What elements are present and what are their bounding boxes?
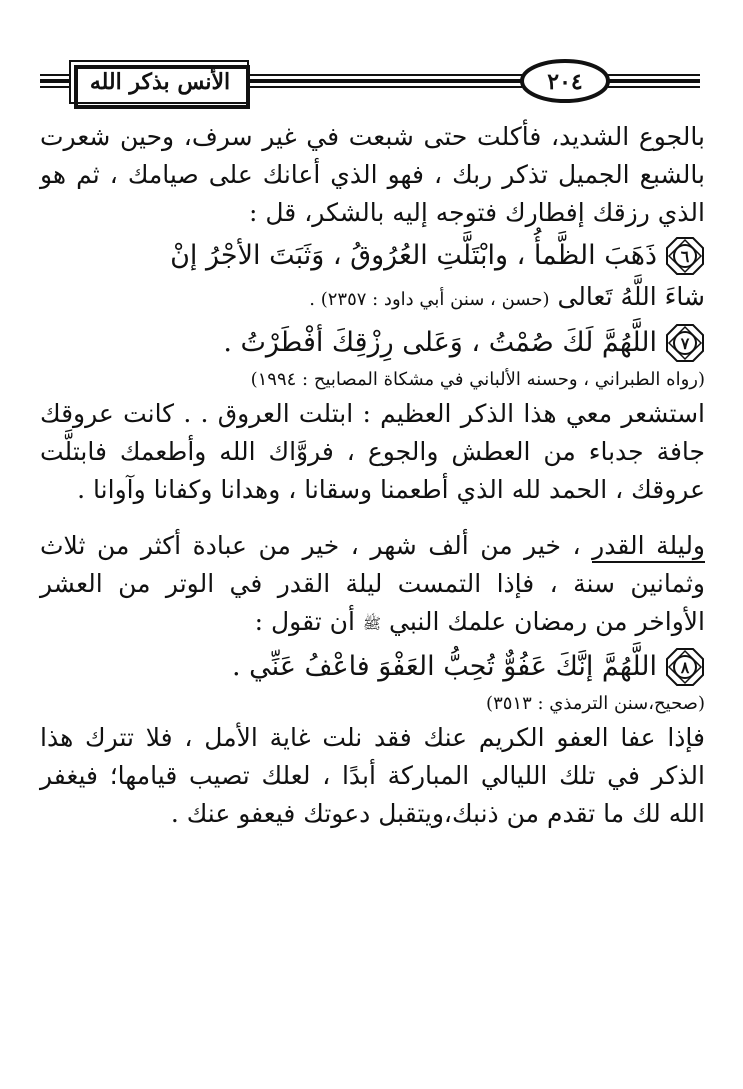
dua-8-number: ٨ [680, 657, 690, 677]
dua-7-number: ٧ [680, 334, 690, 353]
dua-6-reference: (حسن ، سنن أبي داود : ٢٣٥٧) . [309, 289, 550, 310]
dua-6-text: ذَهَبَ الظَّمأُ ، وابْتَلَّتِ العُرُوقُ ، وَثَبَتَ الأجْرُ إنْ [170, 240, 657, 271]
dua-8-reference: (صحيح،سنن الترمذي : ٣٥١٣) [486, 692, 705, 714]
paragraph-2: استشعر معي هذا الذكر العظيم : ابتلت العروق . . كانت عروقك جافة جدباء من العطش والجوع ، فروَّاك الله وأطعمك فابتلَّت عروقك ، الحمد لله الذي أطعمنا وسقانا ، وهدانا وكفانا وآوانا . [40, 399, 705, 504]
page-header [0, 55, 743, 115]
dua-7-text: اللَّهُمَّ لَكَ صُمْتُ ، وَعَلى رِزْقِكَ أفْطَرْتُ . [223, 327, 657, 358]
octagon-number-badge [665, 647, 705, 687]
dua-7 [40, 323, 705, 363]
dua-6-continuation [40, 278, 705, 319]
dua-6 [40, 236, 705, 276]
paragraph-4: فإذا عفا العفو الكريم عنك فقد نلت غاية الأمل ، فلا تترك هذا الذكر في تلك الليالي المباركة أبدًا ، لعلك تصيب قيامها؛ فيغفر الله لك ما تقدم من ذنبك،ويتقبل دعوتك فيعفو عنك . [40, 722, 705, 828]
dua-6-number: ٦ [680, 247, 690, 266]
paragraph-1: بالجوع الشديد، فأكلت حتى شبعت في غير سرف، وحين شعرت بالشبع الجميل تذكر ربك ، فهو الذي أعانك على صيامك ، ثم هو الذي رزقك إفطارك فتوجه إليه بالشكر، قل : [40, 122, 705, 227]
dua-8 [40, 647, 705, 687]
octagon-number-badge [665, 236, 705, 276]
salawat-glyph: ﷺ [362, 614, 382, 633]
page-number: ٢٠٤ [547, 69, 583, 95]
paragraph-3-text: ، خير من ألف شهر ، خير من عبادة أكثر من ثلاث وثمانين سنة ، فإذا التمست ليلة القدر في الوتر من العشر الأواخر من رمضان علمك النبي [40, 531, 705, 636]
page-body [40, 118, 705, 833]
paragraph-3 [40, 527, 705, 643]
dua-7-reference: (رواه الطبراني ، وحسنه الألباني في مشكاة المصابيح : ١٩٩٤) [250, 369, 705, 390]
dua-6-cont-text: شاءَ اللَّهُ تَعالى [557, 282, 705, 311]
laylat-al-qadr-highlight: وليلة القدر [592, 531, 705, 563]
paragraph-3-end: أن تقول : [254, 607, 355, 636]
book-title: الأنس بذكر الله [89, 69, 231, 95]
dua-8-text: اللَّهُمَّ إنَّكَ عَفُوٌّ تُحِبُّ العَفْوَ فاعْفُ عَنِّي . [232, 650, 657, 682]
octagon-number-badge [665, 323, 705, 363]
